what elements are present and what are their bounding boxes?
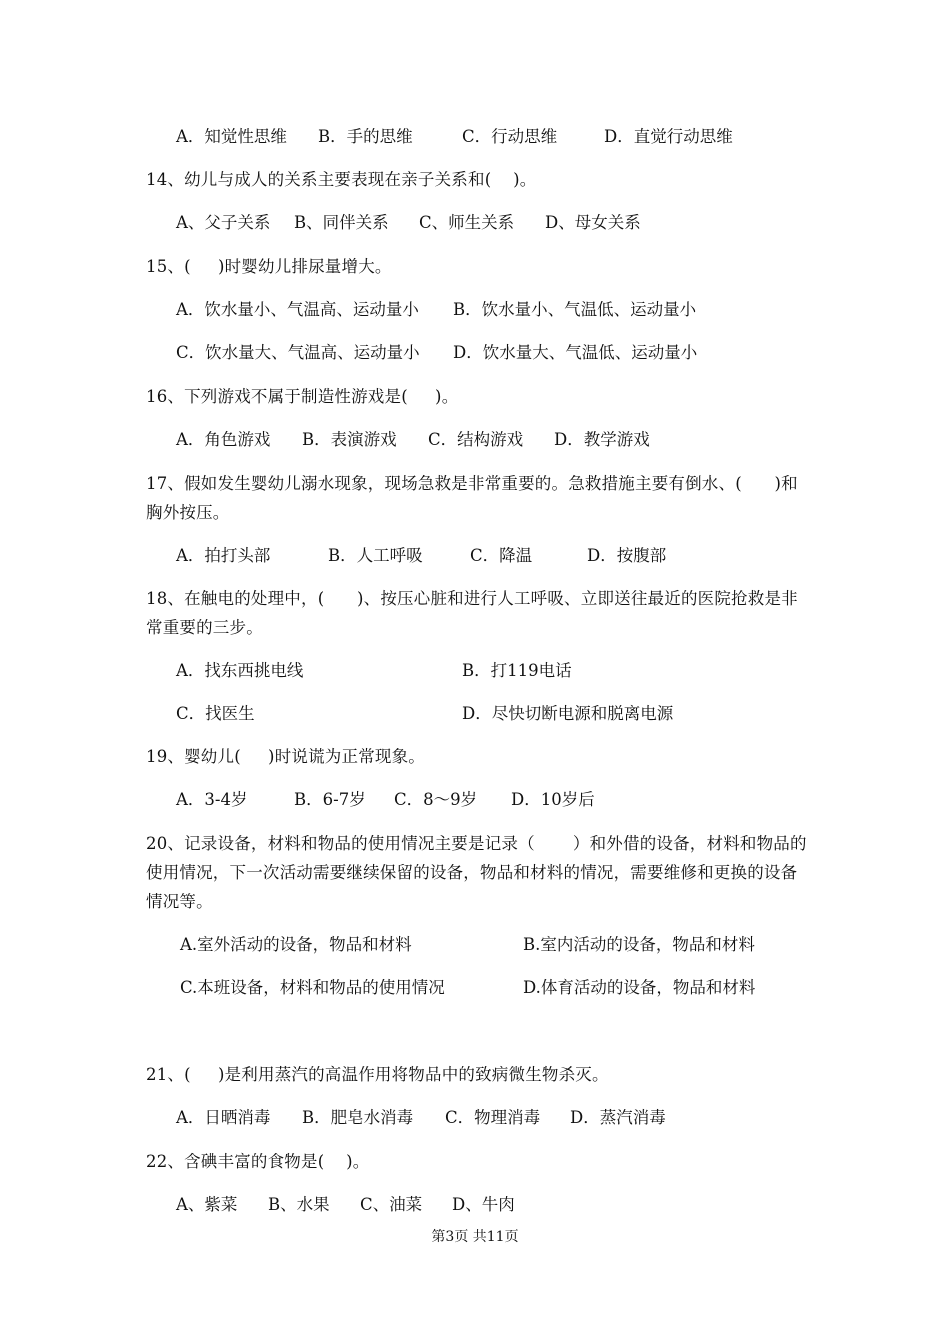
q21-option-c: C．物理消毒 <box>445 1108 541 1127</box>
q16-option-a: A．角色游戏 <box>176 430 271 449</box>
q21-option-b: B．肥皂水消毒 <box>302 1108 414 1127</box>
q21-option-a: A．日晒消毒 <box>176 1108 271 1127</box>
question-20-line-1: 20、记录设备，材料和物品的使用情况主要是记录（ ）和外借的设备，材料和物品的 <box>146 834 807 853</box>
q15-option-c: C．饮水量大、气温高、运动量小 <box>176 343 420 362</box>
q18-option-a: A．找东西挑电线 <box>176 661 304 680</box>
question-20-line-3: 情况等。 <box>146 892 213 911</box>
q22-option-a: A、紫菜 <box>176 1195 238 1214</box>
q19-option-d: D．10岁后 <box>511 790 595 809</box>
question-22: 22、含碘丰富的食物是( )。 <box>146 1152 370 1171</box>
q16-option-b: B．表演游戏 <box>302 430 397 449</box>
q14-option-c: C、师生关系 <box>419 213 515 232</box>
question-18-line-2: 常重要的三步。 <box>146 618 263 637</box>
q17-option-d: D．按腹部 <box>587 546 667 565</box>
q20-option-b: B.室内活动的设备，物品和材料 <box>523 935 755 954</box>
q17-option-a: A．拍打头部 <box>176 546 271 565</box>
q17-option-b: B．人工呼吸 <box>328 546 423 565</box>
q19-option-a: A．3-4岁 <box>176 790 248 809</box>
q18-option-d: D．尽快切断电源和脱离电源 <box>462 704 674 723</box>
q13-option-c: C．行动思维 <box>462 127 558 146</box>
question-17-line-1: 17、假如发生婴幼儿溺水现象，现场急救是非常重要的。急救措施主要有倒水、( )和 <box>146 474 798 493</box>
q22-option-c: C、油菜 <box>360 1195 423 1214</box>
q15-option-d: D．饮水量大、气温低、运动量小 <box>453 343 698 362</box>
q19-option-c: C．8～9岁 <box>394 790 478 809</box>
q18-option-c: C．找医生 <box>176 704 255 723</box>
q22-option-b: B、水果 <box>268 1195 330 1214</box>
q19-option-b: B．6-7岁 <box>294 790 366 809</box>
q14-option-b: B、同伴关系 <box>294 213 389 232</box>
page-footer: 第3页 共11页 <box>431 1229 519 1245</box>
question-16: 16、下列游戏不属于制造性游戏是( )。 <box>146 387 459 406</box>
q18-option-b: B．打119电话 <box>462 661 572 680</box>
question-15: 15、( )时婴幼儿排尿量增大。 <box>146 257 392 276</box>
question-18-line-1: 18、在触电的处理中，( )、按压心脏和进行人工呼吸、立即送往最近的医院抢救是非 <box>146 589 798 608</box>
question-14: 14、幼儿与成人的关系主要表现在亲子关系和( )。 <box>146 170 537 189</box>
question-21: 21、( )是利用蒸汽的高温作用将物品中的致病微生物杀灭。 <box>146 1065 609 1084</box>
q15-option-b: B．饮水量小、气温低、运动量小 <box>453 300 697 319</box>
q20-option-a: A.室外活动的设备，物品和材料 <box>180 935 412 954</box>
q13-option-b: B．手的思维 <box>318 127 413 146</box>
q20-option-c: C.本班设备，材料和物品的使用情况 <box>180 978 445 997</box>
q15-option-a: A．饮水量小、气温高、运动量小 <box>176 300 419 319</box>
q13-option-d: D．直觉行动思维 <box>604 127 733 146</box>
q14-option-a: A、父子关系 <box>176 213 271 232</box>
question-17-line-2: 胸外按压。 <box>146 503 230 522</box>
question-19: 19、婴幼儿( )时说谎为正常现象。 <box>146 747 425 766</box>
q17-option-c: C．降温 <box>470 546 533 565</box>
q16-option-c: C．结构游戏 <box>428 430 524 449</box>
question-20-line-2: 使用情况，下一次活动需要继续保留的设备，物品和材料的情况，需要维修和更换的设备 <box>146 863 798 882</box>
q22-option-d: D、牛肉 <box>452 1195 515 1214</box>
q14-option-d: D、母女关系 <box>545 213 641 232</box>
q16-option-d: D．教学游戏 <box>554 430 650 449</box>
q13-option-a: A．知觉性思维 <box>176 127 287 146</box>
q21-option-d: D．蒸汽消毒 <box>570 1108 666 1127</box>
q20-option-d: D.体育活动的设备，物品和材料 <box>523 978 756 997</box>
